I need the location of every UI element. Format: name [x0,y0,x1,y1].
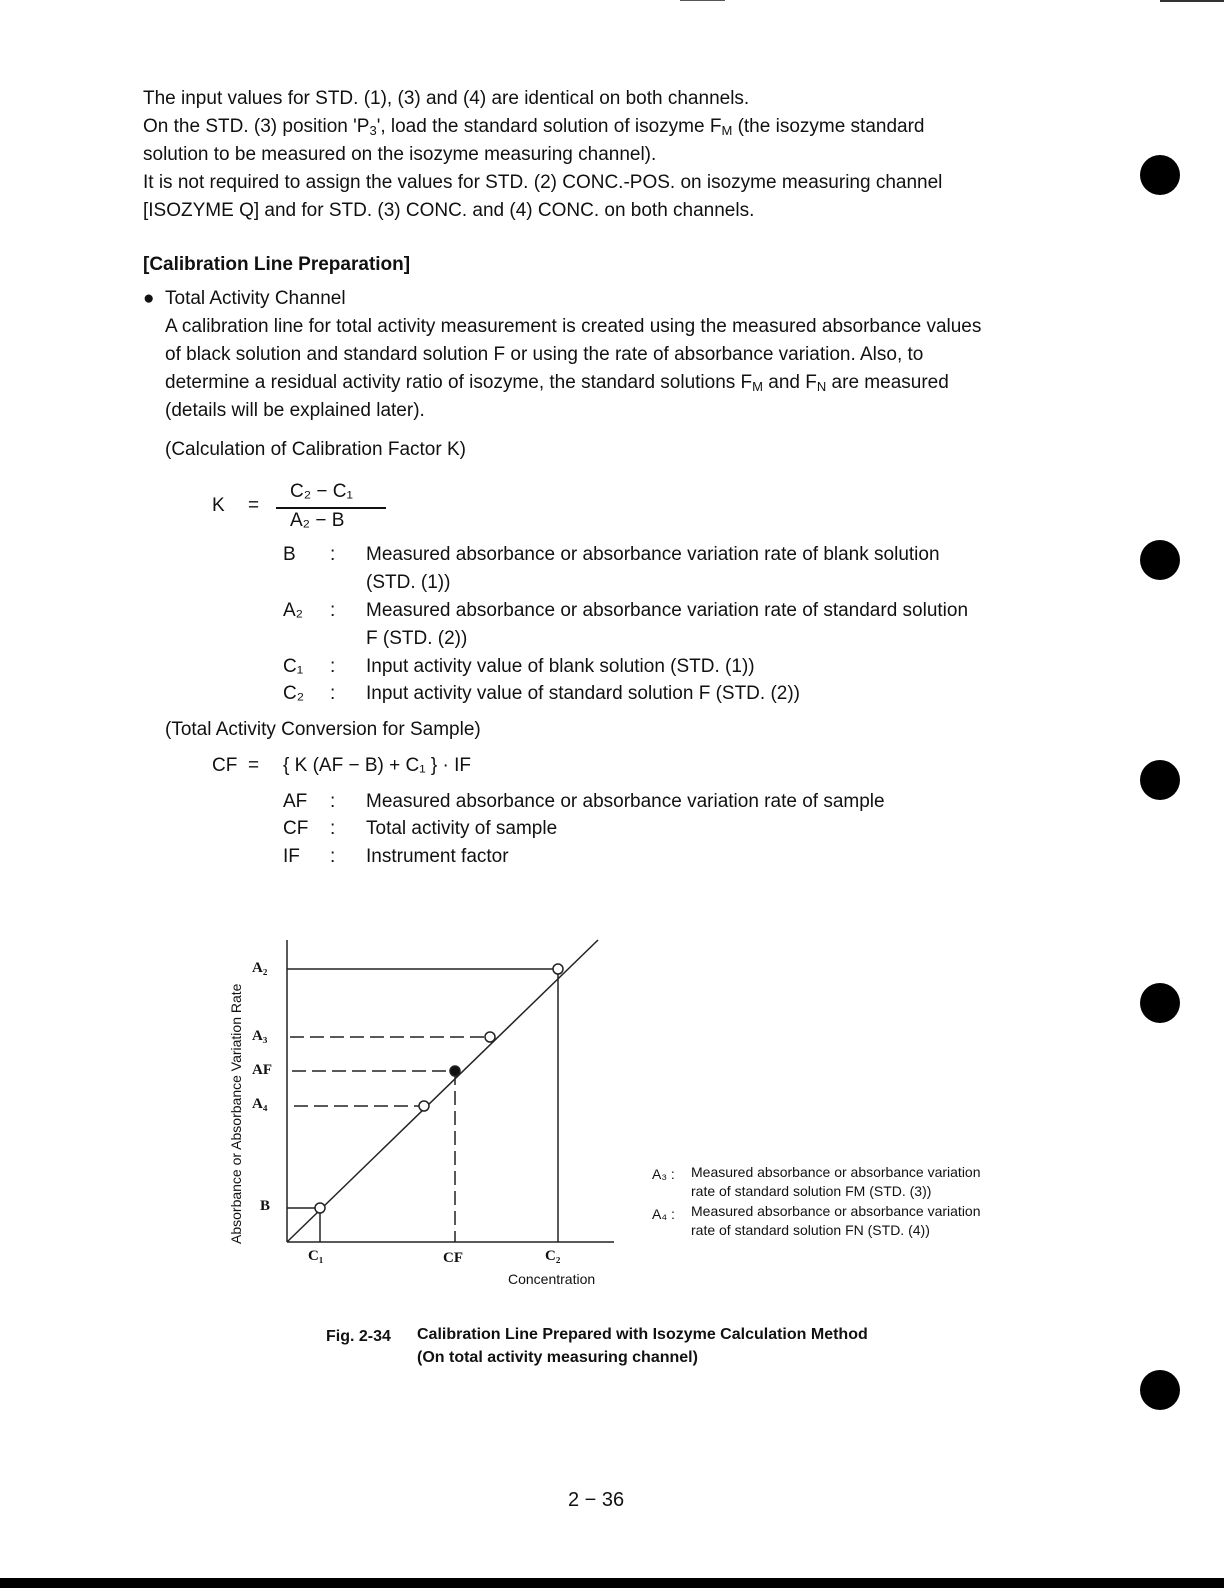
binder-hole [1140,760,1180,800]
def-text: F (STD. (2)) [366,628,468,649]
point-af [450,1066,460,1076]
tick-a3: A₃ [252,1028,268,1044]
def-text: Measured absorbance or absorbance variation rate of standard solution [366,600,969,621]
calc-k-heading: (Calculation of Calibration Factor K) [165,439,466,460]
tick-c2: C₂ [545,1248,561,1264]
legend-text: rate of standard solution FM (STD. (3)) [691,1183,932,1199]
def-text: Measured absorbance or absorbance variation rate of blank solution [366,544,940,565]
tick-cf: CF [443,1250,463,1266]
intro-line-2: On the STD. (3) position '$P_3$', load the standard solution of isozyme $F_M$ (the isozyme standard [143,116,925,138]
tick-c1: C₁ [308,1248,324,1264]
legend-symbol: A₃ : [652,1166,675,1182]
formula-cf-eq: = [248,755,260,776]
intro-line-4: It is not required to assign the values for STD. (2) CONC.-POS. on isozyme measuring channel [143,172,943,193]
def-symbol: B [283,544,296,565]
page-number: 2 − 36 [568,1489,625,1511]
para-line-4: (details will be explained later). [165,400,425,421]
binder-hole [1140,983,1180,1023]
legend-symbol: A₄ : [652,1206,675,1222]
legend-text: Measured absorbance or absorbance variation [691,1203,981,1219]
point-a3 [485,1032,495,1042]
y-axis-label: Absorbance or Absorbance Variation Rate [228,983,244,1244]
para-line-1: A calibration line for total activity measurement is created using the measured absorbance values [165,316,982,337]
figure-caption-2: (On total activity measuring channel) [417,1349,698,1366]
legend-text: rate of standard solution FN (STD. (4)) [691,1222,930,1238]
conv-heading: (Total Activity Conversion for Sample) [165,719,481,740]
binder-hole [1140,1370,1180,1410]
def-symbol: AF [283,791,308,812]
def-colon: : [330,600,336,621]
def-symbol: CF [283,818,309,839]
def-text: Instrument factor [366,846,509,867]
def-text: Total activity of sample [366,818,558,839]
bullet-title: Total Activity Channel [165,288,346,309]
formula-cf-rhs: { K (AF − B) + C₁ } · IF [283,755,472,776]
formula-cf-lhs: CF [212,755,238,776]
def-colon: : [330,544,336,565]
formula-k-eq: = [248,495,260,516]
def-colon: : [330,846,336,867]
def-symbol: C₂ [283,683,305,704]
def-text: Measured absorbance or absorbance variation rate of sample [366,791,885,812]
legend-text: Measured absorbance or absorbance variation [691,1164,981,1180]
bottom-edge [0,1578,1224,1588]
point-b [315,1203,325,1213]
def-symbol: IF [283,846,300,867]
binder-hole [1140,155,1180,195]
tick-a2: A₂ [252,960,268,976]
para-line-2: of black solution and standard solution F or using the rate of absorbance variation. Also, to [165,344,924,365]
def-colon: : [330,683,336,704]
point-a4 [419,1101,429,1111]
def-text: Input activity value of blank solution (STD. (1)) [366,656,755,677]
formula-k-denominator: A₂ − B [290,510,345,531]
bullet-icon: ● [143,288,155,309]
tick-a4: A₄ [252,1096,268,1112]
def-text: Input activity value of standard solution F (STD. (2)) [366,683,801,704]
def-text: (STD. (1)) [366,572,451,593]
def-symbol: C₁ [283,656,304,677]
tick-af: AF [252,1062,272,1078]
intro-line-1: The input values for STD. (1), (3) and (4) are identical on both channels. [143,88,750,109]
def-colon: : [330,818,336,839]
x-axis-label: Concentration [508,1271,596,1287]
formula-k-numerator: C₂ − C₁ [290,481,353,502]
point-a2 [553,964,563,974]
binder-hole [1140,540,1180,580]
def-colon: : [330,791,336,812]
figure-caption-1: Calibration Line Prepared with Isozyme Calculation Method [417,1326,868,1343]
section-heading: [Calibration Line Preparation] [143,254,411,275]
figure-number: Fig. 2-34 [326,1328,391,1345]
formula-k-lhs: K [212,495,225,516]
calibration-line [287,940,598,1242]
def-colon: : [330,656,336,677]
intro-line-3: solution to be measured on the isozyme measuring channel). [143,144,657,165]
tick-b: B [260,1198,271,1214]
intro-line-5: [ISOZYME Q] and for STD. (3) CONC. and (4) CONC. on both channels. [143,200,755,221]
def-symbol: A₂ [283,600,304,621]
para-line-3: determine a residual activity ratio of isozyme, the standard solutions $F_M$ and $F_N$ are measured [165,372,949,394]
